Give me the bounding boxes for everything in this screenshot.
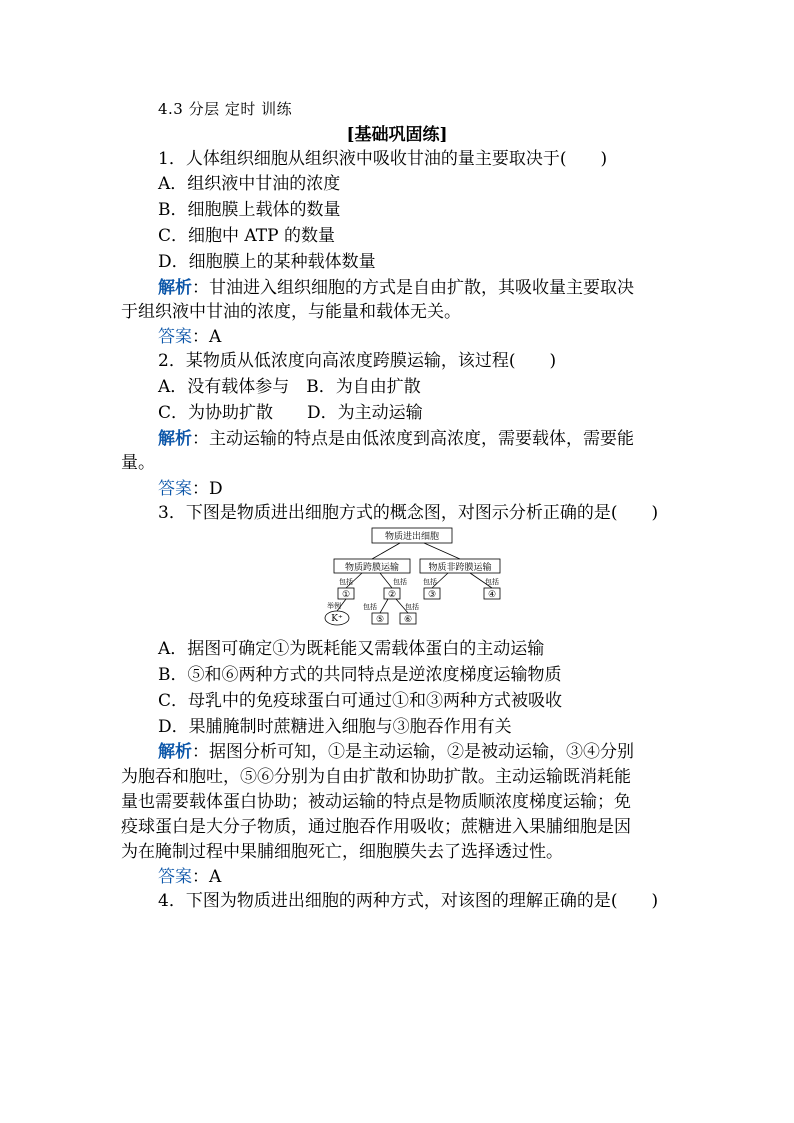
q1-option-b: B．细胞膜上载体的数量 xyxy=(158,200,341,220)
diagram-transmembrane-label: 物质跨膜运输 xyxy=(344,563,400,573)
q1-analysis-cont: 于组织液中甘油的浓度，与能量和载体无关。 xyxy=(121,302,461,322)
q1-option-c: C．细胞中 ATP 的数量 xyxy=(158,226,335,246)
diagram-example-label: 举例 xyxy=(327,602,341,610)
diagram-include-label: 包括 xyxy=(339,578,353,586)
q3-option-d: D．果脯腌制时蔗糖进入细胞与③胞吞作用有关 xyxy=(158,717,512,737)
question-3-stem: 3．下图是物质进出细胞方式的概念图，对图示分析正确的是( ) xyxy=(158,503,659,523)
diagram-node-3: ③ xyxy=(427,590,437,600)
q1-option-a: A．组织液中甘油的浓度 xyxy=(158,174,341,194)
q3-answer xyxy=(158,866,221,888)
diagram-include-label: 包括 xyxy=(363,603,377,611)
q3-option-c: C．母乳中的免疫球蛋白可通过①和③两种方式被吸收 xyxy=(158,691,563,711)
question-4-stem: 4．下图为物质进出细胞的两种方式，对该图的理解正确的是( ) xyxy=(158,891,659,911)
diagram-non-transmembrane-label: 物质非跨膜运输 xyxy=(428,563,492,573)
diagram-root-label: 物质进出细胞 xyxy=(384,532,440,542)
diagram-node-5: ⑤ xyxy=(375,615,385,625)
diagram-node-4: ④ xyxy=(487,590,497,600)
question-1-stem: 1．人体组织细胞从组织液中吸收甘油的量主要取决于( ) xyxy=(158,149,608,169)
q2-answer-value: ：D xyxy=(192,479,223,499)
q3-analysis-cont-4: 为在腌制过程中果脯细胞死亡，细胞膜失去了选择透过性。 xyxy=(121,842,563,862)
answer-label: 答案 xyxy=(158,867,192,887)
q3-analysis-cont-1: 为胞吞和胞吐，⑤⑥分别为自由扩散和协助扩散。主动运输既消耗能 xyxy=(121,767,631,787)
q3-analysis-text: ：据图分析可知，①是主动运输，②是被动运输，③④分别 xyxy=(192,742,634,762)
q2-options-row2: C．为协助扩散 D．为主动运输 xyxy=(158,403,423,423)
diagram-node-1: ① xyxy=(341,590,351,600)
diagram-include-label: 包括 xyxy=(485,578,499,586)
q2-analysis-text: ：主动运输的特点是由低浓度到高浓度，需要载体，需要能 xyxy=(192,429,634,449)
q3-analysis-cont-3: 疫球蛋白是大分子物质，通过胞吞作用吸收；蔗糖进入果脯细胞是因 xyxy=(121,817,631,837)
q1-analysis-text: ：甘油进入组织细胞的方式是自由扩散，其吸收量主要取决 xyxy=(192,278,634,298)
q1-analysis xyxy=(158,277,634,299)
diagram-k-ion: K⁺ xyxy=(331,614,343,624)
q2-answer xyxy=(158,478,223,500)
diagram-include-label: 包括 xyxy=(405,603,419,611)
diagram-include-label: 包括 xyxy=(423,578,437,586)
answer-label: 答案 xyxy=(158,327,192,347)
diagram-include-label: 包括 xyxy=(393,578,407,586)
q3-analysis-cont-2: 量也需要载体蛋白协助；被动运输的特点是物质顺浓度梯度运输；免 xyxy=(121,792,631,812)
analysis-label: 解析 xyxy=(158,742,192,762)
q1-answer-value: ：A xyxy=(192,327,222,347)
q2-analysis-cont: 量。 xyxy=(121,453,155,473)
q2-analysis xyxy=(158,428,634,450)
section-title: [基础巩固练] xyxy=(346,125,448,145)
q3-option-a: A．据图可确定①为既耗能又需载体蛋白的主动运输 xyxy=(158,639,545,659)
q3-answer-value: ：A xyxy=(192,867,222,887)
answer-label: 答案 xyxy=(158,479,192,499)
concept-diagram xyxy=(322,526,506,630)
q3-analysis xyxy=(158,741,634,763)
q2-options-row1: A．没有载体参与 B．为自由扩散 xyxy=(158,377,421,397)
lesson-header: 4.3 分层 定时 训练 xyxy=(158,100,293,118)
analysis-label: 解析 xyxy=(158,278,192,298)
analysis-label: 解析 xyxy=(158,429,192,449)
q3-option-b: B．⑤和⑥两种方式的共同特点是逆浓度梯度运输物质 xyxy=(158,665,562,685)
question-2-stem: 2．某物质从低浓度向高浓度跨膜运输，该过程( ) xyxy=(158,351,557,371)
diagram-node-2: ② xyxy=(387,590,397,600)
diagram-node-6: ⑥ xyxy=(403,615,413,625)
q1-option-d: D．细胞膜上的某种载体数量 xyxy=(158,252,376,272)
q1-answer xyxy=(158,326,221,348)
